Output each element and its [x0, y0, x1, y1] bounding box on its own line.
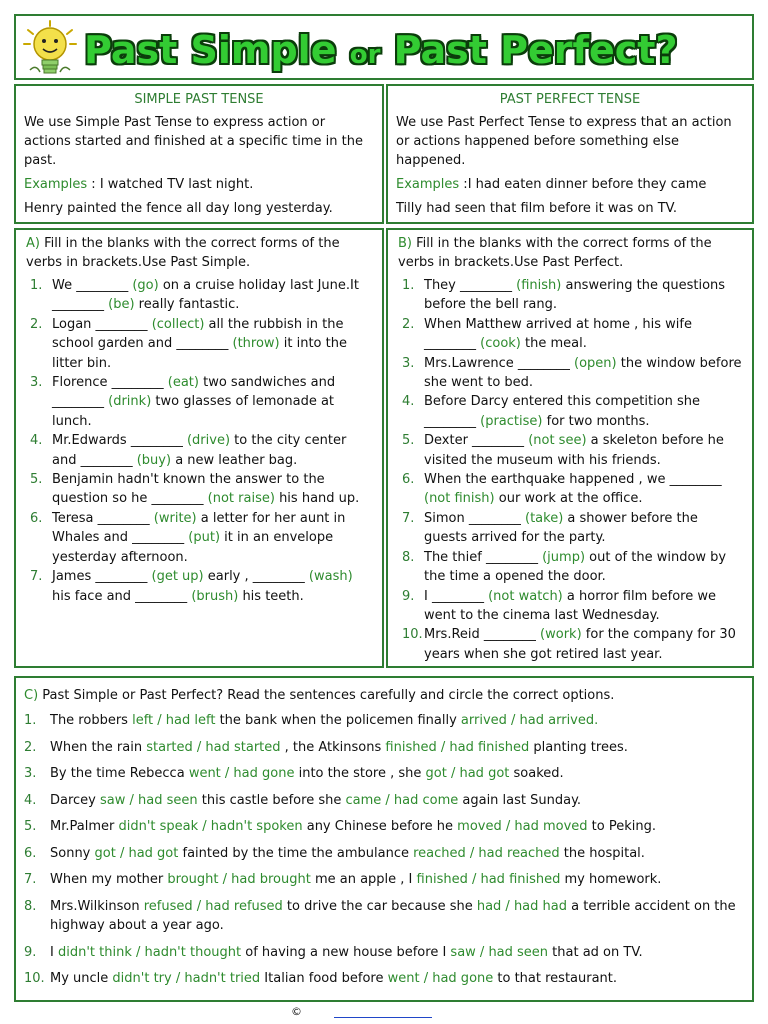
item-number: 1.: [30, 278, 43, 293]
verb-hint: (jump): [542, 549, 586, 565]
sentence-text: They ________: [424, 278, 517, 293]
section-b-item-8: [398, 548, 742, 587]
title-part-2: Past Perfect?: [380, 28, 678, 72]
verb-hint: (write): [153, 510, 197, 526]
item-number: 7.: [402, 510, 415, 526]
section-c-instruction: [24, 686, 740, 705]
section-b-item-1: [398, 276, 742, 315]
item-number: 7.: [24, 872, 37, 887]
section-a-item-4: [26, 431, 372, 470]
section-b-letter: B): [398, 236, 412, 251]
section-b: [386, 228, 754, 668]
sentence-text: to that restaurant.: [493, 971, 618, 986]
title-banner: [14, 14, 754, 80]
item-number: 5.: [30, 472, 43, 488]
sentence-text: Darcey: [50, 792, 101, 808]
item-number: 3.: [402, 355, 415, 371]
sentence-text: We ________: [52, 278, 133, 293]
verb-hint: came / had come: [345, 792, 459, 808]
section-c-item-4: [24, 791, 740, 811]
sentence-text: it into the litter bin.: [52, 336, 347, 371]
verb-hint: (get up): [151, 569, 204, 585]
sentence-text: my homework.: [560, 872, 662, 887]
sentence-text: a horror film before we went to the cinema last Wednesday.: [424, 588, 716, 623]
section-c-item-7: [24, 870, 740, 890]
examples-separator: :: [459, 177, 468, 192]
verb-hint: (finish): [516, 278, 562, 293]
item-number: 3.: [30, 375, 43, 391]
section-c-instruction-text: Past Simple or Past Perfect? Read the sentences carefully and circle the correct options.: [38, 688, 615, 703]
sentence-text: Simon ________: [424, 510, 525, 526]
verb-hint: didn't think / hadn't thought: [57, 944, 242, 960]
theory-left-heading: SIMPLE PAST TENSE: [134, 92, 264, 107]
verb-hint: saw / had seen: [450, 944, 549, 960]
verb-hint: (be): [108, 297, 135, 313]
sentence-text: that ad on TV.: [548, 944, 643, 960]
verb-hint: saw / had seen: [100, 792, 198, 808]
section-a: [14, 228, 384, 668]
sentence-text: for the company for 30 years when she got retired last year.: [424, 627, 736, 662]
sentence-text: Sonny: [50, 845, 95, 861]
verb-hint: finished / had finished: [385, 739, 530, 755]
item-number: 8.: [24, 898, 37, 914]
sentence-text: his teeth.: [238, 588, 304, 604]
item-number: 1.: [402, 278, 415, 293]
verb-hint: left / had left: [132, 713, 216, 728]
item-number: 2.: [24, 739, 37, 755]
verb-hint: (put): [188, 530, 221, 546]
item-number: 4.: [30, 433, 43, 449]
verb-hint: (drink): [108, 394, 152, 410]
sentence-text: The thief ________: [424, 549, 543, 565]
sentence-text: When Matthew arrived at home , his wife ________: [424, 316, 692, 352]
verb-hint: went / had gone: [387, 971, 494, 986]
sentence-text: I ________: [424, 588, 489, 604]
sentence-text: of having a new house before I: [241, 944, 451, 960]
sentence-text: a letter for her aunt in Whales and ________: [52, 510, 346, 546]
section-b-item-3: [398, 354, 742, 393]
item-number: 6.: [30, 510, 43, 526]
title-or: or: [349, 40, 381, 70]
section-a-instruction: [26, 234, 372, 272]
sentence-text: to Peking.: [587, 819, 656, 834]
sentence-text: When my mother: [50, 872, 168, 887]
verb-hint: (cook): [480, 336, 521, 352]
item-number: 7.: [30, 569, 43, 585]
theory-left-text: We use Simple Past Tense to express action or actions started and finished at a specific time in the past.: [24, 115, 363, 168]
section-b-instruction: [398, 234, 742, 272]
section-a-item-3: [26, 373, 372, 431]
sentence-text: the hospital.: [559, 845, 645, 861]
section-c-item-1: [24, 711, 740, 731]
sentence-text: soaked.: [509, 766, 564, 781]
sentence-text: a terrible accident on the highway about a year ago.: [50, 898, 736, 933]
verb-hint: refused / had refused: [143, 898, 283, 914]
sentence-text: the window before she went to bed.: [424, 355, 742, 391]
sentence-text: any Chinese before he: [302, 819, 458, 834]
theory-right-example-2: Tilly had seen that film before it was on TV.: [396, 201, 677, 216]
section-a-list: [26, 276, 372, 606]
section-b-item-7: [398, 509, 742, 548]
sentence-text: for two months.: [542, 413, 650, 429]
item-number: 8.: [402, 549, 415, 565]
sentence-text: Before Darcy entered this competition she ________: [424, 394, 701, 429]
sentence-text: Florence ________: [52, 375, 168, 391]
sentence-text: this castle before she: [197, 792, 346, 808]
section-b-item-4: [398, 392, 742, 431]
theory-left-example-1: [24, 175, 374, 194]
sentence-text: to drive the car because she: [282, 898, 477, 914]
verb-hint: (practise): [480, 413, 543, 429]
examples-label: Examples: [396, 177, 460, 192]
example-text: I had eaten dinner before they came: [467, 177, 707, 192]
section-a-letter: A): [26, 236, 40, 251]
theory-left-example-2: Henry painted the fence all day long yesterday.: [24, 201, 333, 216]
sentence-text: I: [50, 944, 58, 960]
page-title: [84, 22, 754, 78]
lightbulb-icon: [22, 20, 78, 78]
section-a-item-6: [26, 509, 372, 567]
sentence-text: two sandwiches and ________: [52, 375, 336, 410]
section-c-item-2: [24, 738, 740, 758]
verb-hint: had / had had: [476, 898, 567, 914]
item-number: 10.: [402, 627, 423, 643]
sentence-text: really fantastic.: [134, 297, 240, 313]
section-b-item-10: [398, 625, 742, 664]
sentence-text: Teresa ________: [52, 510, 154, 526]
verb-hint: (collect): [151, 316, 205, 332]
theory-right-example-1: [396, 175, 744, 194]
sentence-text: Mrs.Reid ________: [424, 627, 541, 643]
section-c-item-10: [24, 969, 740, 989]
verb-hint: (not see): [528, 433, 587, 449]
verb-hint: didn't speak / hadn't spoken: [118, 819, 303, 834]
sentence-text: answering the questions before the bell rang.: [424, 278, 726, 313]
verb-hint: arrived / had arrived.: [460, 713, 599, 728]
sentence-text: , the Atkinsons: [280, 739, 386, 755]
section-b-item-5: [398, 431, 742, 470]
sentence-text: fainted by the time the ambulance: [178, 845, 414, 861]
verb-hint: reached / had reached: [413, 845, 560, 861]
sentence-text: a skeleton before he visited the museum with his friends.: [424, 433, 724, 468]
verb-hint: (not finish): [424, 491, 495, 507]
verb-hint: didn't try / hadn't tried: [112, 971, 261, 986]
item-number: 9.: [402, 588, 415, 604]
item-number: 3.: [24, 766, 37, 781]
title-part-1: Past Simple: [84, 28, 350, 72]
verb-hint: brought / had brought: [167, 872, 311, 887]
section-c-list: [24, 711, 740, 989]
verb-hint: finished / had finished: [416, 872, 561, 887]
sentence-text: Logan ________: [52, 316, 152, 332]
section-c-item-5: [24, 817, 740, 837]
sentence-text: on a cruise holiday last June.It ________: [52, 278, 359, 313]
section-b-instruction-text: Fill in the blanks with the correct forms of the verbs in brackets.Use Past Perfect.: [398, 236, 712, 270]
sentence-text: out of the window by the time a opened the door.: [424, 549, 727, 585]
section-b-item-6: [398, 470, 742, 509]
section-c-item-8: [24, 897, 740, 936]
sentence-text: When the earthquake happened , we ________: [424, 472, 722, 488]
sentence-text: Mrs.Lawrence ________: [424, 355, 575, 371]
section-c-item-6: [24, 844, 740, 864]
item-number: 1.: [24, 713, 37, 728]
sentence-text: Italian food before: [260, 971, 388, 986]
item-number: 4.: [402, 394, 415, 410]
theory-right-heading: PAST PERFECT TENSE: [499, 92, 641, 107]
item-number: 9.: [24, 944, 37, 960]
footer-link-underline[interactable]: [334, 1017, 432, 1018]
verb-hint: (open): [574, 355, 617, 371]
theory-simple-past: [14, 84, 384, 224]
verb-hint: started / had started: [146, 739, 281, 755]
footer: [0, 1003, 768, 1021]
sentence-text: two glasses of lemonade at lunch.: [52, 394, 335, 429]
verb-hint: (drive): [186, 433, 231, 449]
verb-hint: (throw): [232, 336, 280, 352]
verb-hint: (not raise): [207, 491, 275, 507]
section-c-item-9: [24, 943, 740, 963]
item-number: 6.: [402, 472, 415, 488]
section-a-item-5: [26, 470, 372, 509]
theory-right-text: We use Past Perfect Tense to express that an action or actions happened before something else happened.: [396, 115, 732, 168]
section-c-item-3: [24, 764, 740, 784]
section-b-item-2: [398, 315, 742, 354]
sentence-text: to the city center and ________: [52, 433, 347, 468]
section-c-letter: C): [24, 688, 39, 703]
verb-hint: got / had got: [425, 766, 510, 781]
verb-hint: (brush): [191, 588, 239, 604]
section-a-item-2: [26, 315, 372, 373]
example-text: I watched TV last night.: [99, 177, 254, 192]
verb-hint: (wash): [308, 569, 353, 585]
section-a-item-7: [26, 567, 372, 606]
sentence-text: me an apple , I: [310, 872, 417, 887]
sentence-text: My uncle: [50, 971, 113, 986]
section-c: [14, 676, 754, 1002]
sentence-text: his face and ________: [52, 588, 192, 604]
sentence-text: a shower before the guests arrived for the party.: [424, 510, 698, 546]
sentence-text: it in an envelope yesterday afternoon.: [52, 530, 334, 565]
sentence-text: planting trees.: [529, 739, 628, 755]
verb-hint: (not watch): [488, 588, 563, 604]
sentence-text: Mrs.Wilkinson: [50, 898, 144, 914]
sentence-text: Mr.Edwards ________: [52, 433, 187, 449]
sentence-text: the meal.: [520, 336, 587, 352]
sentence-text: When the rain: [50, 739, 147, 755]
item-number: 2.: [402, 316, 415, 332]
sentence-text: Mr.Palmer: [50, 819, 119, 834]
section-b-item-9: [398, 587, 742, 626]
sentence-text: Dexter ________: [424, 433, 529, 449]
theory-past-perfect: [386, 84, 754, 224]
sentence-text: Benjamin hadn't known the answer to the question so he ________: [52, 472, 325, 507]
sentence-text: into the store , she: [294, 766, 426, 781]
item-number: 6.: [24, 845, 37, 861]
sentence-text: James ________: [52, 569, 152, 585]
item-number: 5.: [24, 819, 37, 834]
section-b-list: [398, 276, 742, 664]
section-a-item-1: [26, 276, 372, 315]
examples-separator: :: [87, 177, 100, 192]
sentence-text: early , ________: [203, 569, 309, 585]
verb-hint: moved / had moved: [457, 819, 588, 834]
verb-hint: (eat): [167, 375, 199, 391]
sentence-text: By the time Rebecca: [50, 766, 189, 781]
verb-hint: (buy): [136, 452, 172, 468]
item-number: 5.: [402, 433, 415, 449]
item-number: 4.: [24, 792, 37, 808]
verb-hint: went / had gone: [188, 766, 295, 781]
item-number: 2.: [30, 316, 43, 332]
examples-label: Examples: [24, 177, 88, 192]
verb-hint: (go): [132, 278, 159, 293]
sentence-text: a new leather bag.: [171, 452, 298, 468]
sentence-text: again last Sunday.: [458, 792, 582, 808]
sentence-text: his hand up.: [274, 491, 360, 507]
item-number: 10.: [24, 971, 45, 986]
verb-hint: got / had got: [94, 845, 179, 861]
sentence-text: The robbers: [50, 713, 133, 728]
verb-hint: (take): [525, 510, 564, 526]
section-a-instruction-text: Fill in the blanks with the correct forms of the verbs in brackets.Use Past Simple.: [26, 236, 340, 270]
sentence-text: our work at the office.: [494, 491, 643, 507]
verb-hint: (work): [540, 627, 582, 643]
sentence-text: the bank when the policemen finally: [215, 713, 461, 728]
sentence-text: all the rubbish in the school garden and ________: [52, 316, 344, 352]
copyright-symbol: ©: [291, 1005, 302, 1018]
